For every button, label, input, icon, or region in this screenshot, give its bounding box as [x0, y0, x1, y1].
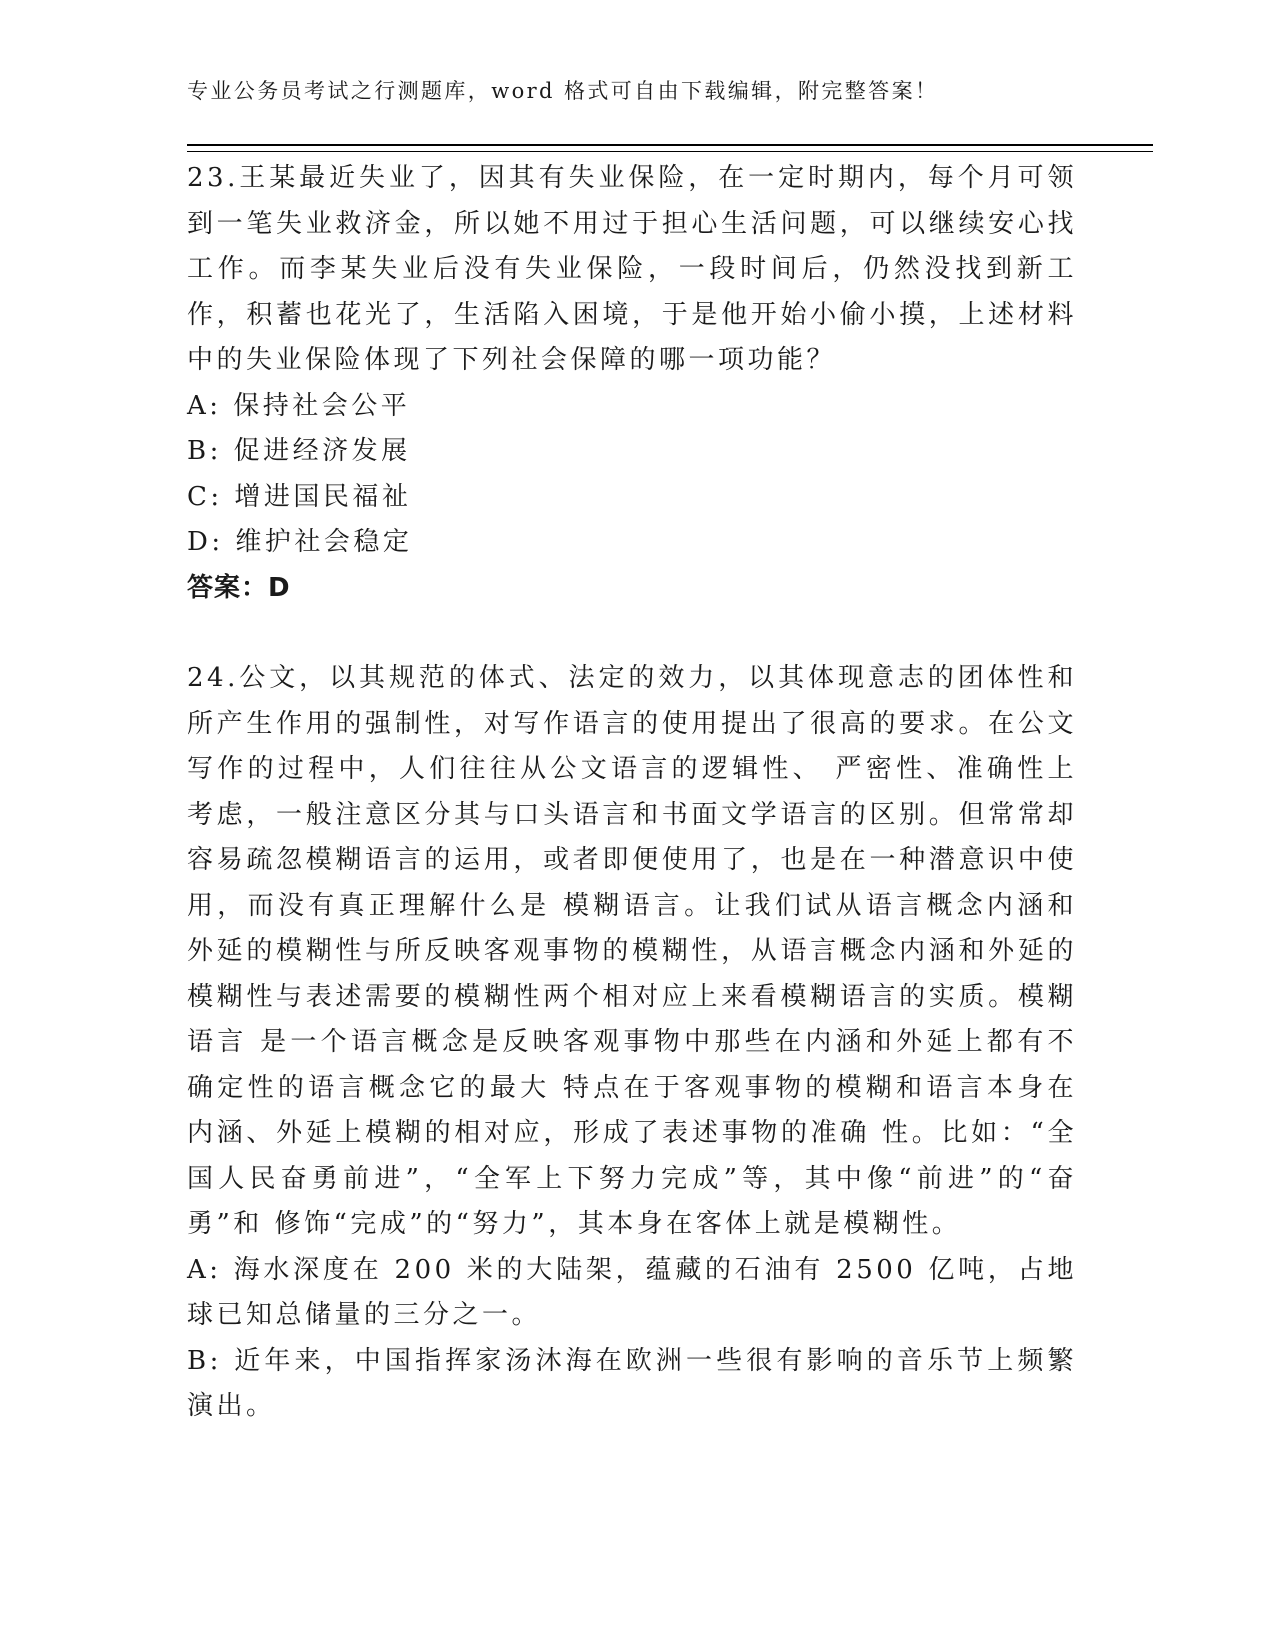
page-header: 专业公务员考试之行测题库，word 格式可自由下载编辑，附完整答案！	[187, 79, 939, 103]
option-a: A: 保持社会公平	[187, 390, 411, 421]
option-b: B: 近年来，中国指挥家汤沐海在欧洲一些很有影响的音乐节上频繁演出。	[187, 1345, 1077, 1421]
option-a: A: 海水深度在 200 米的大陆架，蕴藏的石油有 2500 亿吨，占地球已知总储量的三分之一。	[187, 1254, 1077, 1330]
option-d: D: 维护社会稳定	[187, 527, 413, 557]
header-divider	[187, 144, 1153, 152]
question-block	[187, 156, 1077, 611]
option-c: C: 增进国民福祉	[187, 481, 412, 512]
answer-line: 答案：D	[187, 572, 291, 603]
question-stem: 23.王某最近失业了，因其有失业保险，在一定时期内，每个月可领到一笔失业救济金，所以她不用过于担心生活问题，可以继续安心找工作。而李某失业后没有失业保险，一段时间后，仍然没找到新工作，积蓄也花光了，生活陷入困境，于是他开始小偷小摸，上述材料中的失业保险体现了下列社会保障的哪一项功能？	[187, 163, 1077, 375]
question-stem: 24.公文，以其规范的体式、法定的效力，以其体现意志的团体性和所产生作用的强制性，对写作语言的使用提出了很高的要求。在公文写作的过程中，人们往往从公文语言的逻辑性、 严密性、准确性上考虑，一般注意区分其与口头语言和书面文学语言的区别。但常常却容易疏忽模糊语言的运用，或者即便使用了，也是在一种潜意识中使用，而没有真正理解什么是 模糊语言。让我们试从语言概念内涵和外延的模糊性与所反映客观事物的模糊性，从语言概念内涵和外延的模糊性与表述需要的模糊性两个相对应上来看模糊语言的实质。模糊语言 是一个语言概念是反映客观事物中那些在内涵和外延上都有不确定性的语言概念它的最大 特点在于客观事物的模糊和语言本身在内涵、外延上模糊的相对应，形成了表述事物的准确 性。比如：“全国人民奋勇前进”，“全军上下努力完成”等，其中像“前进”的“奋勇”和 修饰“完成”的“努力”，其本身在客体上就是模糊性。	[187, 663, 1077, 1239]
question-block	[187, 656, 1077, 1430]
option-b: B: 促进经济发展	[187, 436, 411, 466]
